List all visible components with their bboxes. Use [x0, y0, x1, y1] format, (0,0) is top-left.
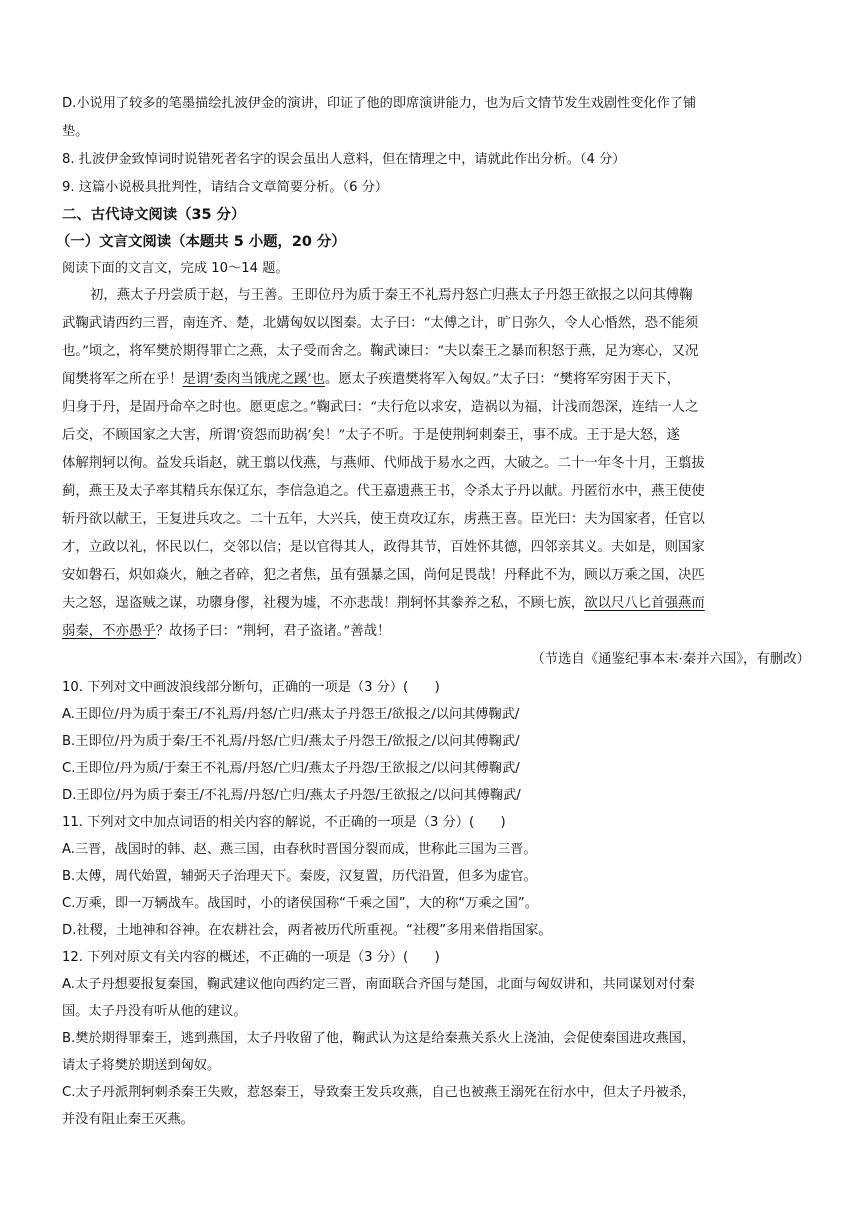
q10-option-c: C.王即位/丹为质/于秦王不礼焉/丹怒/亡归/燕太子丹怨/王欲报之/以问其傅鞠武/ [62, 761, 520, 776]
passage-text: 闻樊将军之所在乎！ [62, 372, 183, 387]
option-d-q7-line2: 垫。 [62, 124, 89, 139]
q10-option-b: B.王即位/丹为质于秦/王不礼焉/丹怒/亡归/燕太子丹怨王/欲报之/以问其傅鞠武/ [62, 734, 520, 749]
q11-option-b: B.太傅，周代始置，辅弼天子治理天下。秦废，汉复置，历代沿置，但多为虚官。 [62, 869, 537, 884]
question-11: 11. 下列对文中加点词语的相关内容的解说，不正确的一项是（3 分）( ) [62, 815, 506, 830]
question-10: 10. 下列对文中画波浪线部分断句，正确的一项是（3 分）( ) [62, 680, 440, 695]
q11-option-a: A.三晋，战国时的韩、赵、燕三国，由春秋时晋国分裂而成，世称此三国为三晋。 [62, 842, 537, 857]
q11-option-c: C.万乘，即一万辆战车。战国时，小的诸侯国称“千乘之国”，大的称“万乘之国”。 [62, 896, 538, 911]
q10-option-a: A.王即位/丹为质于秦王/不礼焉/丹怒/亡归/燕太子丹怨王/欲报之/以问其傅鞠武/ [62, 707, 520, 722]
passage-line-3: 也。”顷之，将军樊於期得罪亡之燕，太子受而舍之。鞠武谏曰：“夫以秦王之暴而积怒于燕，足为寒心，又况 [62, 344, 699, 359]
section-heading: 二、古代诗文阅读（35 分） [62, 207, 246, 223]
q12-option-b-line2: 请太子将樊於期送到匈奴。 [62, 1058, 221, 1073]
underlined-sentence-2b: 弱秦，不亦愚乎 [62, 624, 156, 639]
passage-line-7: 体解荆轲以徇。益发兵诣赵，就王翦以伐燕，与燕师、代师战于易水之西，大破之。二十一年冬十月，王翦拔 [62, 456, 705, 471]
passage-line-5: 归身于丹，是固丹命卒之时也。愿更虑之。”鞠武曰：“夫行危以求安，造祸以为福，计浅而怨深，连结一人之 [62, 400, 699, 415]
passage-line-10: 才，立政以礼，怀民以仁，交邻以信；是以官得其人，政得其节，百姓怀其德，四邻亲其义。夫如是，则国家 [62, 540, 705, 555]
q10-option-d: D.王即位/丹为质于秦王/不礼焉/丹怒/亡归/燕太子丹怨/王欲报之/以问其傅鞠武/ [62, 788, 521, 803]
q12-option-c-line1: C.太子丹派荆轲刺杀秦王失败，惹怒秦王，导致秦王发兵攻燕，自己也被燕王溺死在衍水中，但太子丹被杀， [62, 1085, 696, 1100]
option-d-q7-line1: D.小说用了较多的笔墨描绘扎波伊金的演讲，印证了他的即席演讲能力，也为后文情节发生戏剧性变化作了铺 [62, 96, 697, 111]
passage-line-2: 武鞠武请西约三晋，南连齐、楚，北媾匈奴以图秦。太子曰：“太傅之计，旷日弥久，令人心惛然，恐不能须 [62, 316, 699, 331]
q12-option-b-line1: B.樊於期得罪秦王，逃到燕国，太子丹收留了他，鞠武认为这是给秦燕关系火上浇油，会促使秦国进攻燕国， [62, 1031, 696, 1046]
question-8: 8. 扎波伊金致悼词时说错死者名字的误会虽出人意料，但在情理之中，请就此作出分析。（4 分） [62, 152, 626, 167]
passage-line-13 [62, 620, 802, 644]
q12-option-a-line1: A.太子丹想要报复秦国，鞠武建议他向西约定三晋，南面联合齐国与楚国，北面与匈奴讲和，共同谋划对付秦 [62, 977, 695, 992]
subsection-heading: （一）文言文阅读（本题共 5 小题，20 分） [56, 234, 346, 250]
instruction: 阅读下面的文言文，完成 10～14 题。 [62, 261, 289, 276]
passage-text: ？故扬子曰：“荆轲，君子盗诸。”善哉！ [155, 624, 391, 639]
question-12: 12. 下列对原文有关内容的概述，不正确的一项是（3 分）( ) [62, 950, 440, 965]
q12-option-a-line2: 国。太子丹没有听从他的建议。 [62, 1004, 247, 1019]
q11-option-d: D.社稷，土地神和谷神。在农耕社会，两者被历代所重视。“社稷”多用来借指国家。 [62, 923, 552, 938]
q12-option-c-line2: 并没有阻止秦王灭燕。 [62, 1112, 194, 1127]
underlined-sentence-1: 是谓‘委肉当饿虎之蹊’也 [182, 372, 325, 387]
underlined-sentence-2a: 欲以尺八匕首强燕而 [584, 596, 705, 611]
passage-line-4 [62, 368, 802, 392]
passage-text: 夫之怒，逞盗贼之谋，功隳身僇，社稷为墟，不亦悲哉！荆轲怀其豢养之私，不顾七族， [62, 596, 585, 611]
passage-line-6: 后交，不顾国家之大害，所谓‘资怨而助祸’矣！”太子不听。于是使荆轲刺秦王，事不成。王于是大怒，遂 [62, 428, 680, 443]
passage-line-9: 斩丹欲以献王，王复进兵攻之。二十五年，大兴兵，使王贲攻辽东，虏燕王喜。臣光曰：夫为国家者，任官以 [62, 512, 705, 527]
passage-line-12 [62, 592, 802, 616]
passage-text: 。愿太子疾遣樊将军入匈奴。”太子曰：“樊将军穷困于天下， [324, 372, 681, 387]
passage-line-11: 安如磐石，炽如焱火，触之者碎，犯之者焦，虽有强暴之国，尚何足畏哉！丹释此不为，顾以万乘之国，决匹 [62, 568, 705, 583]
passage-line-8: 蓟，燕王及太子率其精兵东保辽东，李信急追之。代王嘉遗燕王书，令杀太子丹以献。丹匿衍水中，燕王使使 [62, 484, 705, 499]
question-9: 9. 这篇小说极具批判性，请结合文章简要分析。（6 分） [62, 180, 389, 195]
source-citation: （节选自《通鉴纪事本末·秦并六国》，有删改） [531, 652, 810, 667]
passage-line-1: 初，燕太子丹尝质于赵，与王善。王即位丹为质于秦王不礼焉丹怒亡归燕太子丹怨王欲报之以问其傅鞠 [90, 288, 693, 303]
